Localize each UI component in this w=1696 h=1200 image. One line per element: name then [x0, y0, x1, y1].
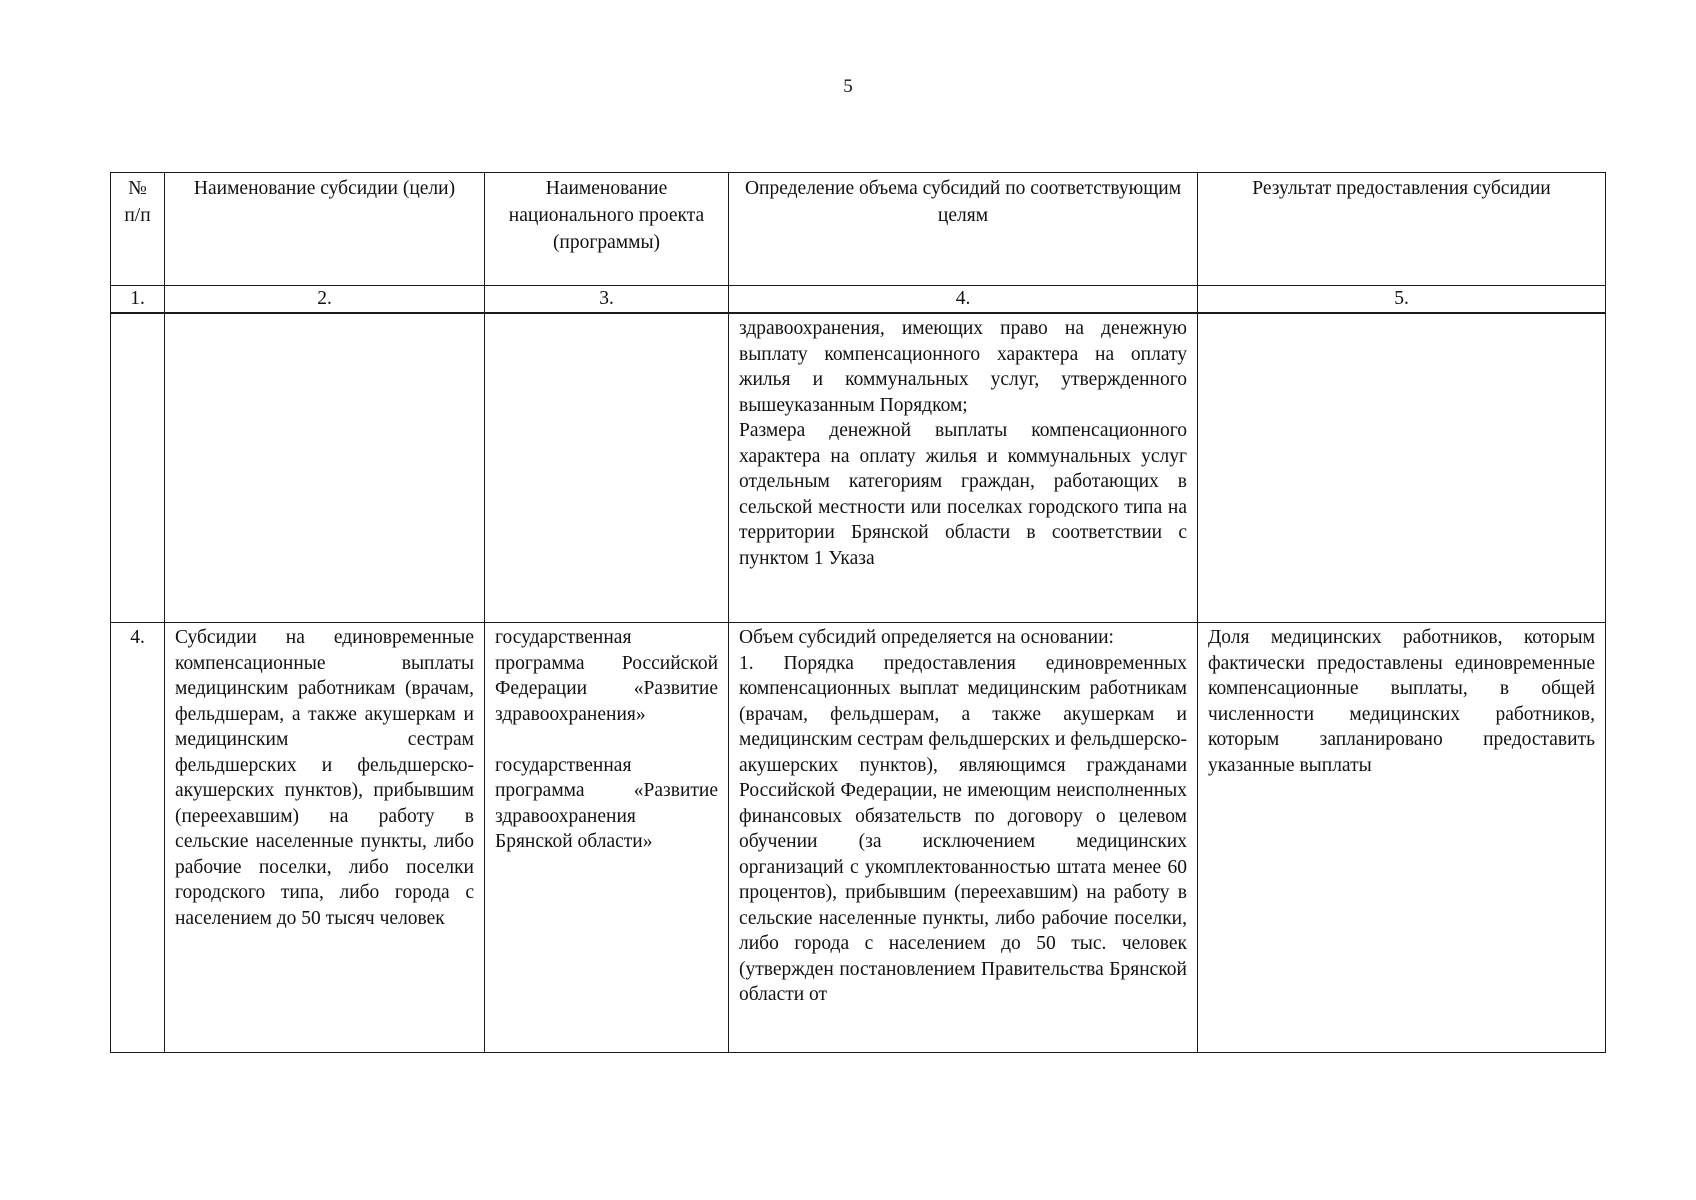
row-national-project	[485, 623, 729, 1053]
header-result: Результат предоставления субсидии	[1198, 173, 1606, 286]
row-result	[1198, 313, 1606, 623]
volume-paragraph: Размера денежной выплаты компенсационного характера на оплату жилья и коммунальных услуг отдельным категориям граждан, работающих в сельской местности или поселках городского типа на территории Брянской области в соответствии с пунктом 1 Указа	[739, 420, 1187, 569]
row-national-project	[485, 313, 729, 623]
header-number: № п/п	[111, 173, 165, 286]
project-paragraph: государственная программа «Развитие здравоохранения Брянской области»	[495, 754, 718, 852]
volume-paragraph: Объем субсидий определяется на основании:	[739, 627, 1114, 648]
project-paragraph: государственная программа Российской Федерации «Развитие здравоохранения»	[495, 627, 718, 725]
column-number-4: 4.	[729, 286, 1198, 314]
page-number: 5	[843, 76, 853, 97]
table-row	[111, 313, 1606, 623]
header-national-project: Наименование национального проекта (программы)	[485, 173, 729, 286]
table-row	[111, 623, 1606, 1053]
table-header-row	[111, 173, 1606, 286]
row-number	[111, 313, 165, 623]
header-volume-definition: Определение объема субсидий по соответствующим целям	[729, 173, 1198, 286]
row-number: 4.	[111, 623, 165, 1053]
volume-paragraph: здравоохранения, имеющих право на денежную выплату компенсационного характера на оплату жилья и коммунальных услуг, утвержденного вышеуказанным Порядком;	[739, 318, 1187, 416]
column-number-2: 2.	[165, 286, 485, 314]
row-subsidy-name	[165, 313, 485, 623]
column-number-1: 1.	[111, 286, 165, 314]
row-volume-definition	[729, 623, 1198, 1053]
row-volume-definition	[729, 313, 1198, 623]
column-number-3: 3.	[485, 286, 729, 314]
header-subsidy-name: Наименование субсидии (цели)	[165, 173, 485, 286]
column-numbers-row	[111, 286, 1606, 314]
subsidy-table	[110, 172, 1606, 1053]
row-subsidy-name: Субсидии на единовременные компенсационные выплаты медицинским работникам (врачам, фельдшерам, а также акушеркам и медицинским сестрам фельдшерских и фельдшерско-акушерских пунктов), прибывшим (переехавшим) на работу в сельские населенные пункты, либо рабочие поселки, либо поселки городского типа, либо города с населением до 50 тысяч человек	[165, 623, 485, 1053]
volume-paragraph: 1. Порядка предоставления единовременных компенсационных выплат медицинским работникам (врачам, фельдшерам, а также акушеркам и медицинским сестрам фельдшерских и фельдшерско-акушерских пунктов), являющимся гражданами Российской Федерации, не имеющим неисполненных финансовых обязательств по договору о целевом обучении (за исключением медицинских организаций с укомплектованностью штата менее 60 процентов), прибывшим (переехавшим) на работу в сельские населенные пункты, либо рабочие поселки, либо города с населением до 50 тыс. человек (утвержден постановлением Правительства Брянской области от	[739, 652, 1187, 1005]
column-number-5: 5.	[1198, 286, 1606, 314]
row-result: Доля медицинских работников, которым фактически предоставлены единовременные компенсационные выплаты, в общей численности медицинских работников, которым запланировано предоставить указанные выплаты	[1198, 623, 1606, 1053]
